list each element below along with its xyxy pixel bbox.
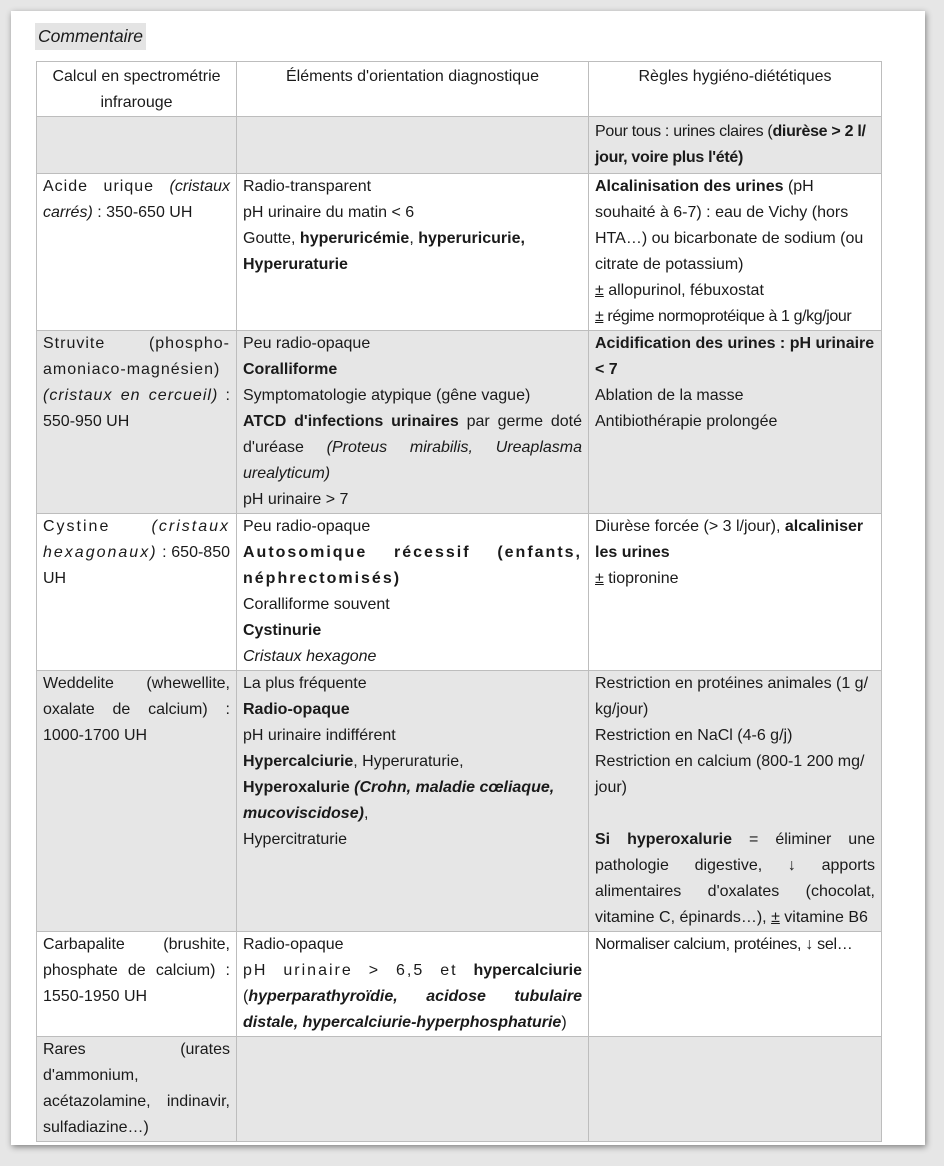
cell-empty [37, 117, 237, 174]
table-header-row [37, 62, 882, 117]
table-row-struvite [37, 331, 882, 514]
section-title: Commentaire [35, 23, 146, 50]
cell-elements: Radio-transparent pH urinaire du matin < 6 Goutte, hyperuricémie, hyperuricurie, Hyperuraturie [237, 174, 589, 331]
cell-regles: Diurèse forcée (> 3 l/jour), alcaliniser les urines ± tiopronine [589, 514, 882, 671]
header-elements: Éléments d'orientation diagnostique [237, 62, 589, 117]
cell-elements: Radio-opaque pH urinaire > 6,5 et hypercalciurie (hyperparathyroïdie, acidose tubulaire distale, hypercalciurie-hyperphosphaturie) [237, 932, 589, 1037]
cell-calcul: Weddelite (whewellite, oxalate de calcium) : 1000-1700 UH [37, 671, 237, 932]
table-row-carbapatite [37, 932, 882, 1037]
table-row-cystine [37, 514, 882, 671]
cell-empty [237, 117, 589, 174]
cell-empty [589, 1037, 882, 1142]
cell-calcul: Carbapalite (brushite, phosphate de calcium) : 1550-1950 UH [37, 932, 237, 1037]
cell-regle: Pour tous : urines claires (diurèse > 2 l/ jour, voire plus l'été) [589, 117, 882, 174]
cell-calcul: Cystine (cristaux hexagonaux) : 650-850 UH [37, 514, 237, 671]
cell-elements: Peu radio-opaque Autosomique récessif (enfants, néphrectomisés) Coralliforme souvent Cystinurie Cristaux hexagone [237, 514, 589, 671]
document-page [11, 11, 925, 1145]
header-regles: Règles hygiéno-diététiques [589, 62, 882, 117]
cell-regles: Alcalinisation des urines (pH souhaité à 6-7) : eau de Vichy (hors HTA…) ou bicarbonate de sodium (ou citrate de potassium) ± allopurinol, fébuxostat ± régime normoprotéique à 1 g/kg/jour [589, 174, 882, 331]
table-row-rares [37, 1037, 882, 1142]
cell-calcul: Struvite (phospho-amoniaco-magnésien) (cristaux en cercueil) : 550-950 UH [37, 331, 237, 514]
cell-regles: Normaliser calcium, protéines, ↓ sel… [589, 932, 882, 1037]
header-calcul: Calcul en spectrométrie infrarouge [37, 62, 237, 117]
cell-calcul: Rares (urates d'ammonium, acétazolamine, indinavir, sulfadiazine…) [37, 1037, 237, 1142]
cell-calcul: Acide urique (cristaux carrés) : 350-650 UH [37, 174, 237, 331]
cell-regles: Acidification des urines : pH urinaire < 7 Ablation de la masse Antibiothérapie prolongée [589, 331, 882, 514]
cell-empty [237, 1037, 589, 1142]
cell-elements: La plus fréquente Radio-opaque pH urinaire indifférent Hypercalciurie, Hyperuraturie, Hyperoxalurie (Crohn, maladie cœliaque, mucoviscidose), Hypercitraturie [237, 671, 589, 932]
table-row-general [37, 117, 882, 174]
lithiasis-table [36, 61, 882, 1142]
cell-regles: Restriction en protéines animales (1 g/ kg/jour) Restriction en NaCl (4-6 g/j) Restriction en calcium (800-1 200 mg/ jour) Si hyperoxalurie = éliminer une pathologie digestive, ↓ apports alimentaires d'oxalates (chocolat, vitamine C, épinards…), ± vitamine B6 [589, 671, 882, 932]
table-row-weddelite [37, 671, 882, 932]
cell-elements: Peu radio-opaque Coralliforme Symptomatologie atypique (gêne vague) ATCD d'infections urinaires par germe doté d'uréase (Proteus mirabilis, Ureaplasma urealyticum) pH urinaire > 7 [237, 331, 589, 514]
table-row-acide-urique [37, 174, 882, 331]
